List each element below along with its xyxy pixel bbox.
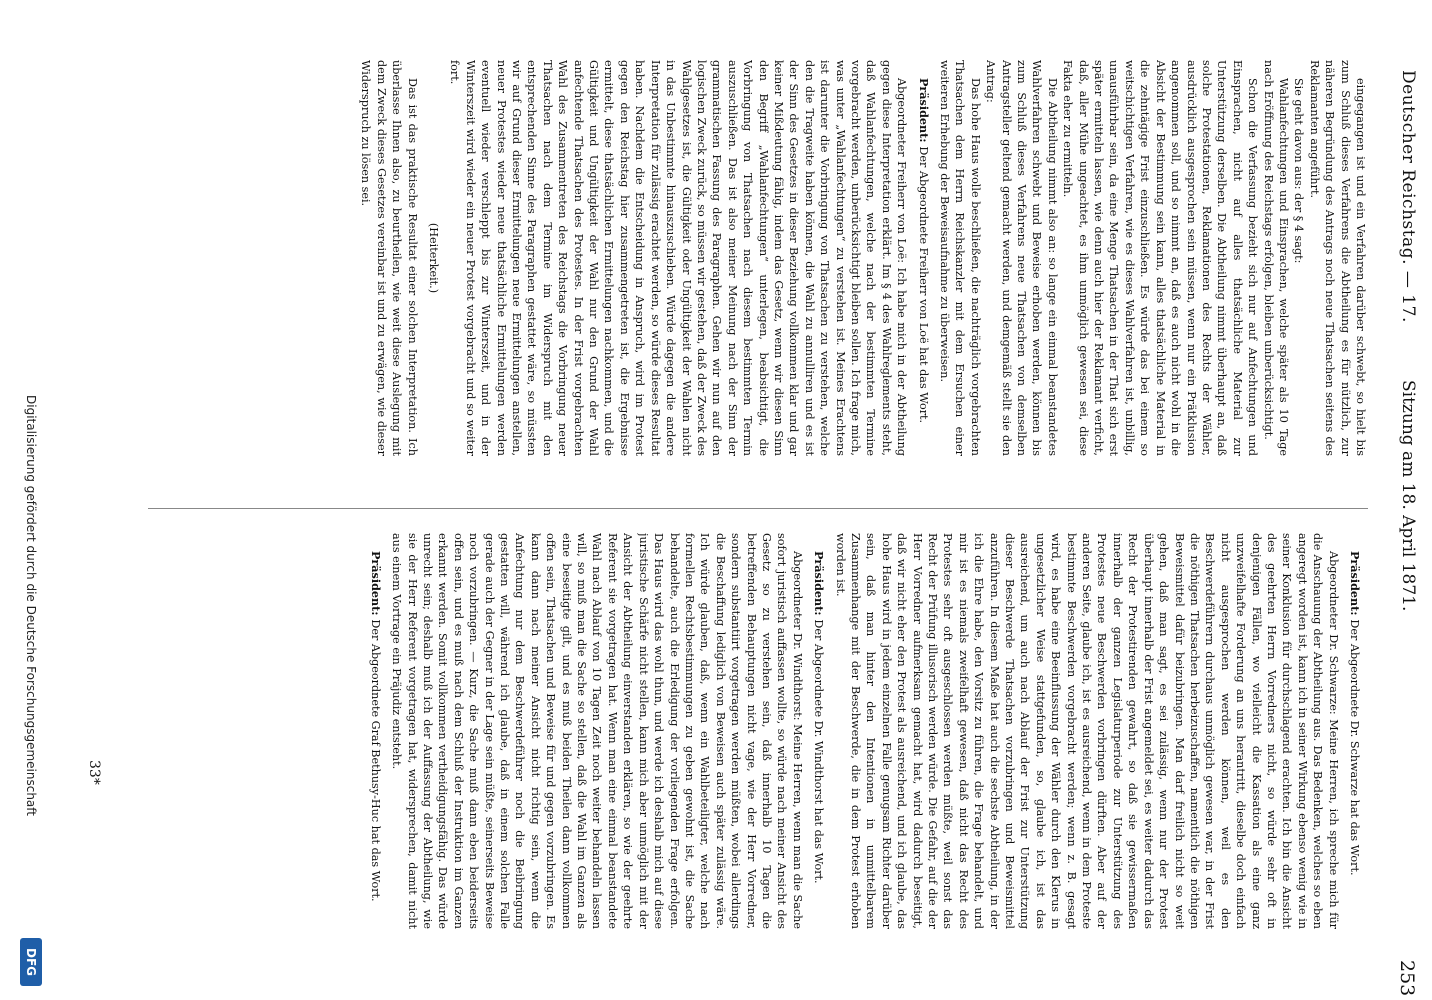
speaker-label: Präsident: bbox=[1348, 551, 1362, 620]
speaker-label: Präsident: bbox=[916, 78, 931, 147]
dfg-logo: DFG bbox=[20, 938, 42, 986]
speaker-label: Präsident: bbox=[368, 551, 383, 620]
paragraph-text: eingegangen ist und ein Verfahren darüber schwebt, so hielt bis zum Schluß dieses Verfahrens die Abtheilung es für nützlich, zur näheren Begründung des Antrags noch neue Thatsachen seitens des Reklamanten angeführt. bbox=[1307, 60, 1367, 456]
paragraph-text: Die Abtheilung nimmt also an: so lange ein einmal beanstandetes Wahlverfahren schwebt und Beweise erhoben werden, können bis zum Schluß dieses Verfahrens neue Thatsachen von demselben Antragsteller geltend gemacht werden, und demgemäß stellt sie den Antrag: bbox=[984, 60, 1059, 456]
paragraph bbox=[915, 60, 930, 456]
paragraph-text: Der Abgeordnete Graf Bethusy-Huc hat das Wort. bbox=[368, 619, 382, 902]
digitization-credit bbox=[0, 0, 52, 1000]
session-date: Sitzung am 18. April 1871. bbox=[1398, 380, 1418, 612]
speaker-label: Präsident: bbox=[812, 551, 827, 620]
right-column bbox=[148, 533, 1368, 929]
paragraph bbox=[983, 60, 1060, 456]
paragraph-text: Abgeordneter Dr. Schwarze: Meine Herren, ich spreche mich für die Anschauung der Abtheilung aus. Das Bedenken, welches so eben angeregt worden ist, kann ich in seiner Wirkung ebenso wenig wie in seiner Konklusion für durchschlagend erachten. Ich bin die Ansicht des geehrten Herrn Vorredners nicht, so würde sehr oft in denjenigen Fällen, wo vielleicht die Kassation als eine ganz unzweifelhafte Forderung an uns herantritt, dieselbe doch einfach nicht ausgesprochen werden können, weil es den Beschwerdeführern durchaus unmöglich gewesen war, in der Frist die nöthigen Thatsachen herbeizuschaffen, namentlich die nöthigen Beweismittel dafür beizubringen. Man darf freilich nicht so weit gehen, daß man sagt, es sei zulässig, wenn nur der Protest überhaupt innerhalb der Frist angemeldet sei, es weiter dadurch das Recht der Protestirenden gewahrt, so daß sie gewissermaßen innerhalb der ganzen Legislaturperiode zur Unterstützung des Protestes neue Beschwerden vorbringen dürften. Aber auf der anderen Seite, glaube ich, ist es ausreichend, wenn in dem Proteste bestimmte Beschwerden vorgebracht werden; wenn z. B. gesagt wird, es habe eine Beeinflussung der Wähler durch den Klerus in ungesetzlicher Weise stattgefunden, so, glaube ich, ist das ausreichend, um auch nach Ablauf der Frist zur Unterstützung dieser Beschwerde Thatsachen vorzubringen und Beweismittel anzuführen. In diesem Maße hat auch die sechste Abtheilung, in der ich die Ehre habe, den Vorsitz zu führen, die Frage behandelt, und mir ist es niemals zweifelhaft gewesen, daß nicht das Recht des Protestes sehr oft ausgeschlossen werden müßte, weil sonst das Recht der Prüfung illusorisch werden würde. Die Gefahr, auf die der Herr Vorredner aufmerksam gemacht hat, wird dadurch beseitigt, daß wir nicht eher den Protest als ausreichend, und ich glaube, das hohe Haus wird in jedem einzelnen Falle genugsam Richter darüber sein, daß man hinter den Intentionen in unmittelbarem Zusammenhange mit der Beschwerde, die in dem Protest erhoben worden ist. bbox=[833, 533, 1340, 929]
paragraph-text: Das hohe Haus wolle beschließen, die nachträglich vorgebrachten Thatsachen dem Herrn Reichskanzler mit dem Ersuchen einer weiteren Erhebung der Beweisaufnahme zu überweisen. bbox=[938, 60, 982, 456]
paragraph-text: Sie geht davon aus: der § 4 sagt: bbox=[1292, 78, 1306, 264]
paragraph bbox=[367, 533, 382, 929]
journal-title: Deutscher Reichstag. — 17. bbox=[1398, 70, 1418, 323]
paragraph bbox=[358, 60, 420, 456]
left-column bbox=[148, 60, 1368, 456]
paragraph-text: Wahlanfechtungen und Einsprachen, welche später als 10 Tage nach Eröffnung des Reichstags erfolgen, bleiben unberücksichtigt. bbox=[1261, 60, 1290, 456]
paragraph bbox=[447, 60, 909, 456]
paragraph-text: Abgeordneter Dr. Windthorst: Meine Herren, wenn man die Sache sofort juristisch auffassen wollte, so würde nach meiner Ansicht des Gesetz so zu verstehen sein, daß innerhalb 10 Tagen die betreffenden Behauptungen nicht vage, wie der Herr Vorredner, sondern substantiirt vorgetragen werden müßten, wobei allerdings die Beschaffung lediglich von Beweisen auch später zulässig wäre. Ich würde glauben, daß, wenn ein Wahlbeteiligter, welche nach formellen Rechtsbestimmungen zu geben gewohnt ist, die Sache behandelte, auch die Erledigung der vorliegenden Frage erfolgen. Das Haus wird das wohl thun, und werde ich deshalb mich auf diese juristische Schärfe nicht stellen, kann mich aber unmöglich mit der Ansicht der Abtheilung einverstanden erklären, so wie der geehrte Referent sie vorgetragen hat. Wenn man eine einmal beanstandete Wahl nach Ablauf von 10 Tagen Zeit noch weiter behandeln lassen will, so muß man die Sache so stellen, daß die Wahl im Ganzen als eine beseitigte gilt, und es muß beiden Theilen dann vollkommen offen sein, Thatsachen und Beweise für und gegen vorzubringen. Es kann dann nach meiner Ansicht nicht richtig sein, wenn die Anfechtung nur dem Beschwerdeführer noch die Beibringung gestatten will, während ich glaube, daß in einem solchen Falle gerade auch der Gegner in der Lage sein müßte, seinerseits Beweise noch vorzubringen. — Kurz, die Sache muß dann eben beiderseits offen sein, und es muß nach dem Schluß der Instruktion im Ganzen erkannt werden. Somit vollkommen vertheidigungsfähig. Das würde unrecht sein; deshalb muß ich der Auffassung der Abtheilung, wie sie der Herr Referent vorgetragen hat, widersprechen, damit nicht aus einem Vortrage ein Präjudiz entsteht. bbox=[390, 533, 804, 929]
paragraph bbox=[1306, 60, 1368, 456]
credit-text: Digitalisierung gefördert durch die Deutsche Forschungsgemeinschaft bbox=[24, 395, 38, 817]
paragraph bbox=[426, 60, 441, 456]
paragraph bbox=[1260, 60, 1291, 456]
paragraph bbox=[832, 533, 1340, 929]
paragraph-text: (Heiterkeit.) bbox=[427, 222, 441, 294]
page-number: 253 bbox=[1396, 960, 1418, 997]
paragraph bbox=[1060, 60, 1260, 456]
paragraph bbox=[389, 533, 805, 929]
signature-mark: 33* bbox=[86, 760, 102, 785]
paragraph bbox=[1291, 60, 1306, 456]
page-header bbox=[1368, 0, 1432, 1000]
paragraph-text: Der Abgeordnete Dr. Schwarze hat das Wort. bbox=[1348, 619, 1361, 876]
paragraph bbox=[1347, 533, 1362, 929]
paragraph-text: Der Abgeordnete Dr. Windthorst hat das Wort. bbox=[812, 619, 826, 884]
paragraph bbox=[811, 533, 826, 929]
paragraph-text: Schon die Verfassung bezieht sich nur auf Anfechtungen und Einsprachen, nicht auf alles thatsächliche Material zur Unterstützung derselben. Die Abtheilung nimmt überhaupt an, daß solche Protestationen, Reklamationen des Rechts der Wähler, ausdrücklich ausgesprochen sein müssen, wenn nur ein Prätklusion angenommen soll, und so nimmt an, daß es auch nicht wohl in die Absicht der Bestimmung sein kann, alles thatsächliche Material in die zehntägige Frist einzuschließen. Es würde das bei einem so weitschichtigen Verfahren, wie es dieses Wahlverfahren ist, unbillig, unausführbar sein, da eine Menge Thatsachen in der That sich erst später ermitteln lassen, wie denn auch hier der Reklamant verficht, daß, aller Mühe ungeachtet, es ihm unmöglich gewesen sei, diese Fakta eher zu ermitteln. bbox=[1061, 60, 1260, 456]
column-divider bbox=[148, 508, 1368, 509]
paragraph-text: Das ist das praktische Resultat einer solchen Interpretation. Ich überlasse Ihnen also, zu beurtheilen, wie weit diese Auslegung mit dem Zweck dieses Gesetzes vereinbar ist und zu erwägen, wie dieser Widerspruch zu lösen sei. bbox=[359, 60, 419, 456]
paragraph-text: Abgeordneter Freiherr von Loë: Ich habe mich in der Abtheilung gegen diese Interpretation erklärt. Im § 4 des Wahlreglements steht, daß Wahlanfechtungen, welche nach der bestimmten Termine vorgebracht werden, unberücksichtigt bleiben sollen. Ich frage mich, was unter „Wahlanfechtungen“ zu verstehen ist. Meines Erachtens ist darunter die Vorbringung von Thatsachen zu verstehen, welche den die Tragweite haben können, die Wahl zu annulliren und es ist der Sinn des Gesetzes in dieser Beziehung vollkommen klar und gar keiner Mißdeutung fähig, indem das Gesetz, wenn wir diesen Sinn den Begriff „Wahlanfechtungen“ unterlegen, beabsichtigt, die Vorbringung von Thatsachen nach diesem bestimmten Termin auszuschließen. Das ist also meiner Meinung nach der Sinn der grammatischen Fassung des Paragraphen. Gehen wir nun auf den logischen Zweck zurück, so müssen wir gestehen, daß der Zweck des Wahlgesetzes ist, die Gültigkeit oder Ungültigkeit der Wahlen nicht in das Unbestimmte hinauszuschieben. Würde dagegen die andere Interpretation für zulässig erachtet werden, so würde dieses Resultat haben. Nachdem die Entscheidung in Anspruch, wird im Protest gegen den Reichstag hier zusammengetreten ist, die Ergebnisse ermittelt, diese thatsächlichen Ermittelungen nachkommen, und die Gültigkeit und Ungültigkeit der Wahl nur den Grund der Wahl anfechtende Thatsachen des Protestes. In der Frist vorgebrachten Wahl des Zusammentreten des Reichstags die Vorbringung neuer Thatsachen nach dem Termine im Widerspruch mit den entsprechenden Sinne des Paragraphen gestattet wäre, so müssten wir auf Grund dieser Ermittelungen neue Ermittelungen anstellen, neuer Protestes wieder neue thatsächliche Ermittelungen werden eventuell wieder verschleppt bis zur Winterszeit, und in der Winterszeit wird wieder ein neuer Protest vorgebracht und so weiter fort. bbox=[448, 60, 909, 456]
paragraph-text: Der Abgeordnete Freiherr von Loë hat das Wort. bbox=[916, 146, 930, 424]
paragraph bbox=[937, 60, 983, 456]
